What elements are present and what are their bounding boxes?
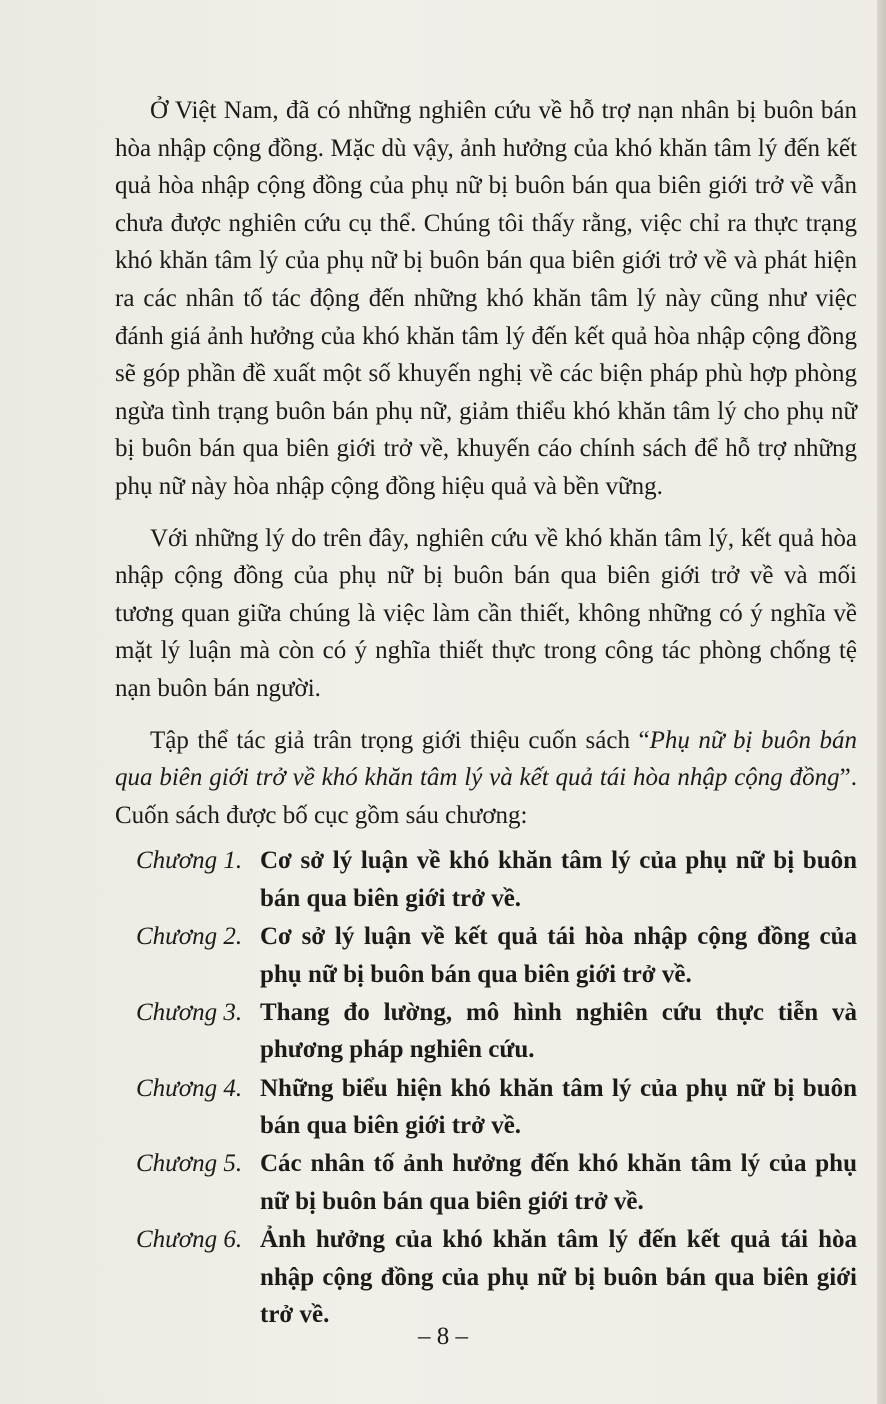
chapter-title: Ảnh hưởng của khó khăn tâm lý đến kết quả tái hòa nhập cộng đồng của phụ nữ bị buôn bán qua biên giới trở về. [260, 1226, 857, 1329]
paragraph-2: Với những lý do trên đây, nghiên cứu về khó khăn tâm lý, kết quả hòa nhập cộng đồng của phụ nữ bị buôn bán qua biên giới trở về và mối tương quan giữa chúng là việc làm cần thiết, không những có ý nghĩa về mặt lý luận mà còn có ý nghĩa thiết thực trong công tác phòng chống tệ nạn buôn bán người. [115, 524, 857, 702]
paragraph-intro [115, 722, 857, 835]
intro-text-before: Tập thể tác giả trân trọng giới thiệu cuốn sách “ [150, 726, 650, 754]
chapter-label: Chương 2. [136, 923, 243, 951]
chapter-item [115, 994, 857, 1069]
page-number: – 8 – [418, 1323, 468, 1350]
chapter-label: Chương 6. [136, 1226, 243, 1254]
chapter-label: Chương 1. [136, 847, 243, 875]
chapter-item [115, 842, 857, 917]
chapter-item [115, 1221, 857, 1334]
intro-text-after: ”. Cuốn sách được bố cục gồm sáu chương: [115, 764, 857, 829]
chapter-item [115, 918, 857, 993]
chapter-item [115, 1145, 857, 1220]
chapter-title: Các nhân tố ảnh hưởng đến khó khăn tâm lý của phụ nữ bị buôn bán qua biên giới trở về. [260, 1150, 857, 1215]
book-title: Phụ nữ bị buôn bán qua biên giới trở về khó khăn tâm lý và kết quả tái hòa nhập cộng đồng [115, 726, 857, 792]
chapter-label: Chương 4. [136, 1074, 243, 1102]
page-edge [877, 0, 886, 1404]
page-body [115, 92, 857, 1335]
chapter-list [115, 842, 857, 1334]
chapter-item [115, 1070, 857, 1145]
chapter-title: Cơ sở lý luận về khó khăn tâm lý của phụ nữ bị buôn bán qua biên giới trở về. [260, 847, 857, 912]
chapter-label: Chương 3. [136, 998, 243, 1026]
chapter-label: Chương 5. [136, 1150, 243, 1178]
paragraph-1: Ở Việt Nam, đã có những nghiên cứu về hỗ trợ nạn nhân bị buôn bán hòa nhập cộng đồng. Mặc dù vậy, ảnh hưởng của khó khăn tâm lý đến kết quả hòa nhập cộng đồng của phụ nữ bị buôn bán qua biên giới trở về vẫn chưa được nghiên cứu cụ thể. Chúng tôi thấy rằng, việc chỉ ra thực trạng khó khăn tâm lý của phụ nữ bị buôn bán qua biên giới trở về và phát hiện ra các nhân tố tác động đến những khó khăn tâm lý này cũng như việc đánh giá ảnh hưởng của khó khăn tâm lý đến kết quả hòa nhập cộng đồng sẽ góp phần đề xuất một số khuyến nghị về các biện pháp phù hợp phòng ngừa tình trạng buôn bán phụ nữ, giảm thiểu khó khăn tâm lý cho phụ nữ bị buôn bán qua biên giới trở về, khuyến cáo chính sách để hỗ trợ những phụ nữ này hòa nhập cộng đồng hiệu quả và bền vững. [115, 97, 857, 500]
chapter-title: Cơ sở lý luận về kết quả tái hòa nhập cộng đồng của phụ nữ bị buôn bán qua biên giới trở về. [260, 923, 857, 988]
chapter-title: Thang đo lường, mô hình nghiên cứu thực tiễn và phương pháp nghiên cứu. [260, 998, 857, 1064]
chapter-title: Những biểu hiện khó khăn tâm lý của phụ nữ bị buôn bán qua biên giới trở về. [260, 1074, 857, 1140]
